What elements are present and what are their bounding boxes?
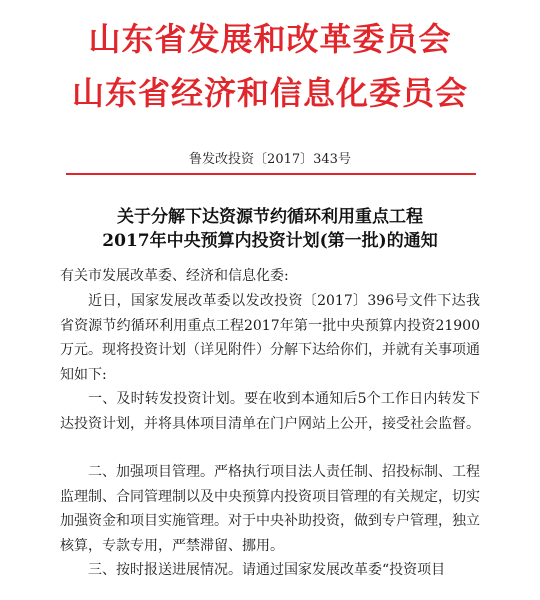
- paragraph-item-1: 一、及时转发投资计划。要在收到本通知后5个工作日内转发下达投资计划，并将具体项目清单在门户网站上公开，接受社会监督。: [60, 391, 480, 432]
- document-title-line-2: 2017年中央预算内投资计划(第一批)的通知: [102, 231, 438, 251]
- document-number: 鲁发改投资〔2017〕343号: [189, 152, 351, 167]
- paragraph-item-3: 三、按时报送进展情况。请通过国家发展改革委“投资项目: [88, 562, 446, 578]
- issuing-org-2: 山东省经济和信息化委员会: [71, 74, 468, 112]
- document-title-line-1: 关于分解下达资源节约循环利用重点工程: [117, 207, 423, 227]
- paragraph-intro: 近日，国家发展改革委以发改投资〔2017〕396号文件下达我省资源节约循环利用重点工程2017年第一批中央预算内投资21900万元。现将投资计划（详见附件）分解下达给你们，并就有关事项通知如下:: [60, 293, 480, 383]
- red-divider-line: [66, 173, 476, 175]
- salutation: 有关市发展改革委、经济和信息化委:: [60, 268, 289, 284]
- issuing-org-1: 山东省发展和改革委员会: [88, 20, 452, 58]
- paragraph-item-2: 二、加强项目管理。严格执行项目法人责任制、招投标制、工程监理制、合同管理制以及中央预算内投资项目管理的有关规定，切实加强资金和项目实施管理。对于中央补助投资，做到专户管理，独立核算，专款专用，严禁滞留、挪用。: [60, 464, 480, 554]
